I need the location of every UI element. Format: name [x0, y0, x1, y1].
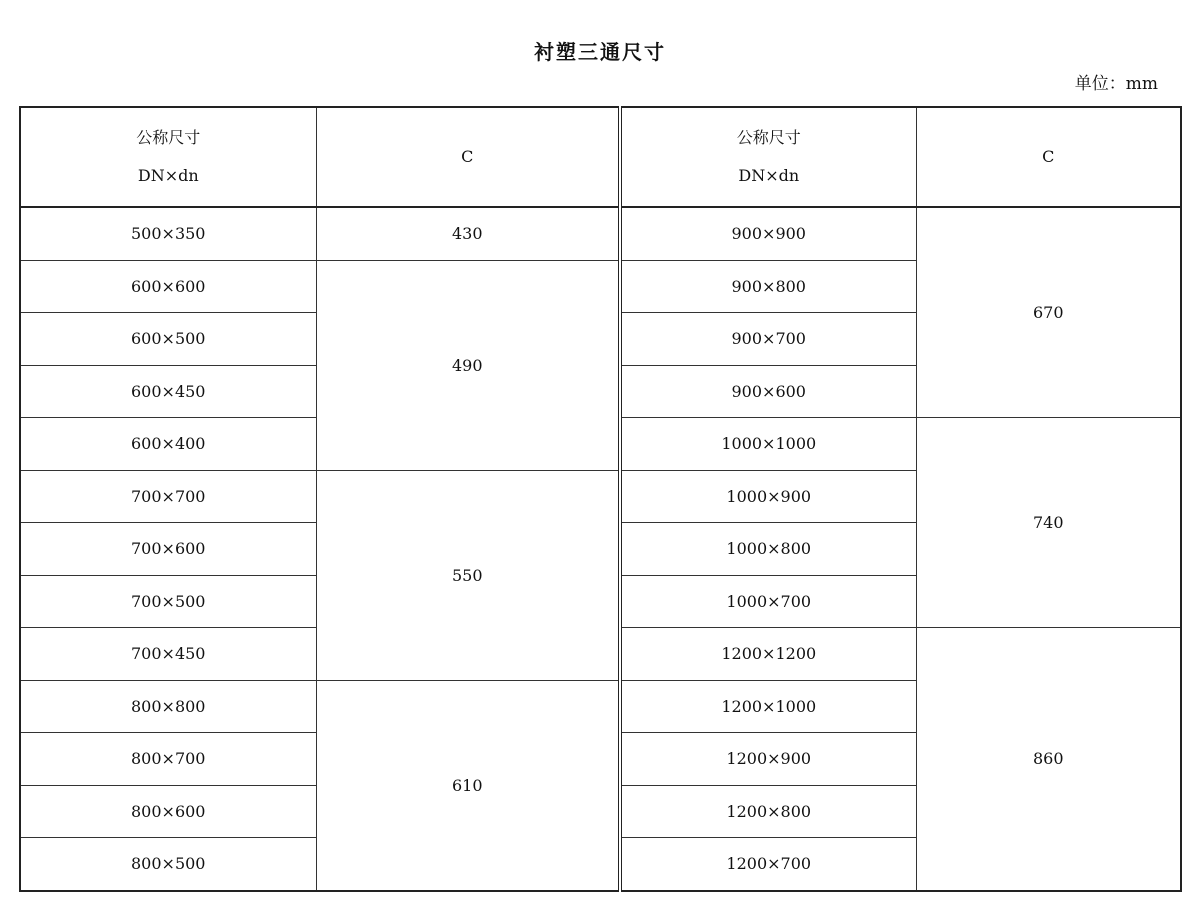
size-cell: 600×450 [20, 365, 316, 418]
c-value-cell: 610 [316, 680, 620, 891]
size-cell: 600×600 [20, 260, 316, 313]
size-cell: 1000×1000 [620, 418, 916, 471]
header-row [20, 107, 1181, 207]
size-cell: 1200×1000 [620, 680, 916, 733]
header-nominal-size-label: 公称尺寸 [736, 128, 801, 147]
header-nominal-size-left [20, 107, 316, 207]
header-c-left: C [316, 107, 620, 207]
size-cell: 900×600 [620, 365, 916, 418]
header-nominal-size-right [620, 107, 916, 207]
size-cell: 500×350 [20, 207, 316, 260]
size-cell: 1200×1200 [620, 628, 916, 681]
size-cell: 1000×900 [620, 470, 916, 523]
size-cell: 600×500 [20, 313, 316, 366]
size-cell: 1200×700 [620, 838, 916, 891]
size-cell: 800×600 [20, 785, 316, 838]
size-cell: 1000×700 [620, 575, 916, 628]
header-c-right: C [916, 107, 1181, 207]
size-cell: 1000×800 [620, 523, 916, 576]
c-value-cell: 740 [916, 418, 1181, 628]
size-cell: 700×450 [20, 628, 316, 681]
table-title: 衬塑三通尺寸 [534, 40, 666, 64]
size-cell: 700×700 [20, 470, 316, 523]
c-value-cell: 430 [316, 207, 620, 260]
size-cell: 900×700 [620, 313, 916, 366]
size-cell: 700×500 [20, 575, 316, 628]
table-row [20, 207, 1181, 260]
c-value-cell: 860 [916, 628, 1181, 891]
c-value-cell: 670 [916, 207, 1181, 418]
c-value-cell: 490 [316, 260, 620, 470]
header-nominal-size-label: 公称尺寸 [136, 128, 201, 147]
size-cell: 800×700 [20, 733, 316, 786]
size-cell: 600×400 [20, 418, 316, 471]
dimension-table [19, 106, 1182, 892]
header-dn-label: DN×dn [137, 166, 199, 185]
size-cell: 800×500 [20, 838, 316, 891]
header-dn-label: DN×dn [738, 166, 800, 185]
size-cell: 1200×900 [620, 733, 916, 786]
size-cell: 900×900 [620, 207, 916, 260]
c-value-cell: 550 [316, 470, 620, 680]
size-cell: 800×800 [20, 680, 316, 733]
size-cell: 700×600 [20, 523, 316, 576]
unit-label: 单位：mm [1074, 74, 1158, 94]
size-cell: 900×800 [620, 260, 916, 313]
size-cell: 1200×800 [620, 785, 916, 838]
